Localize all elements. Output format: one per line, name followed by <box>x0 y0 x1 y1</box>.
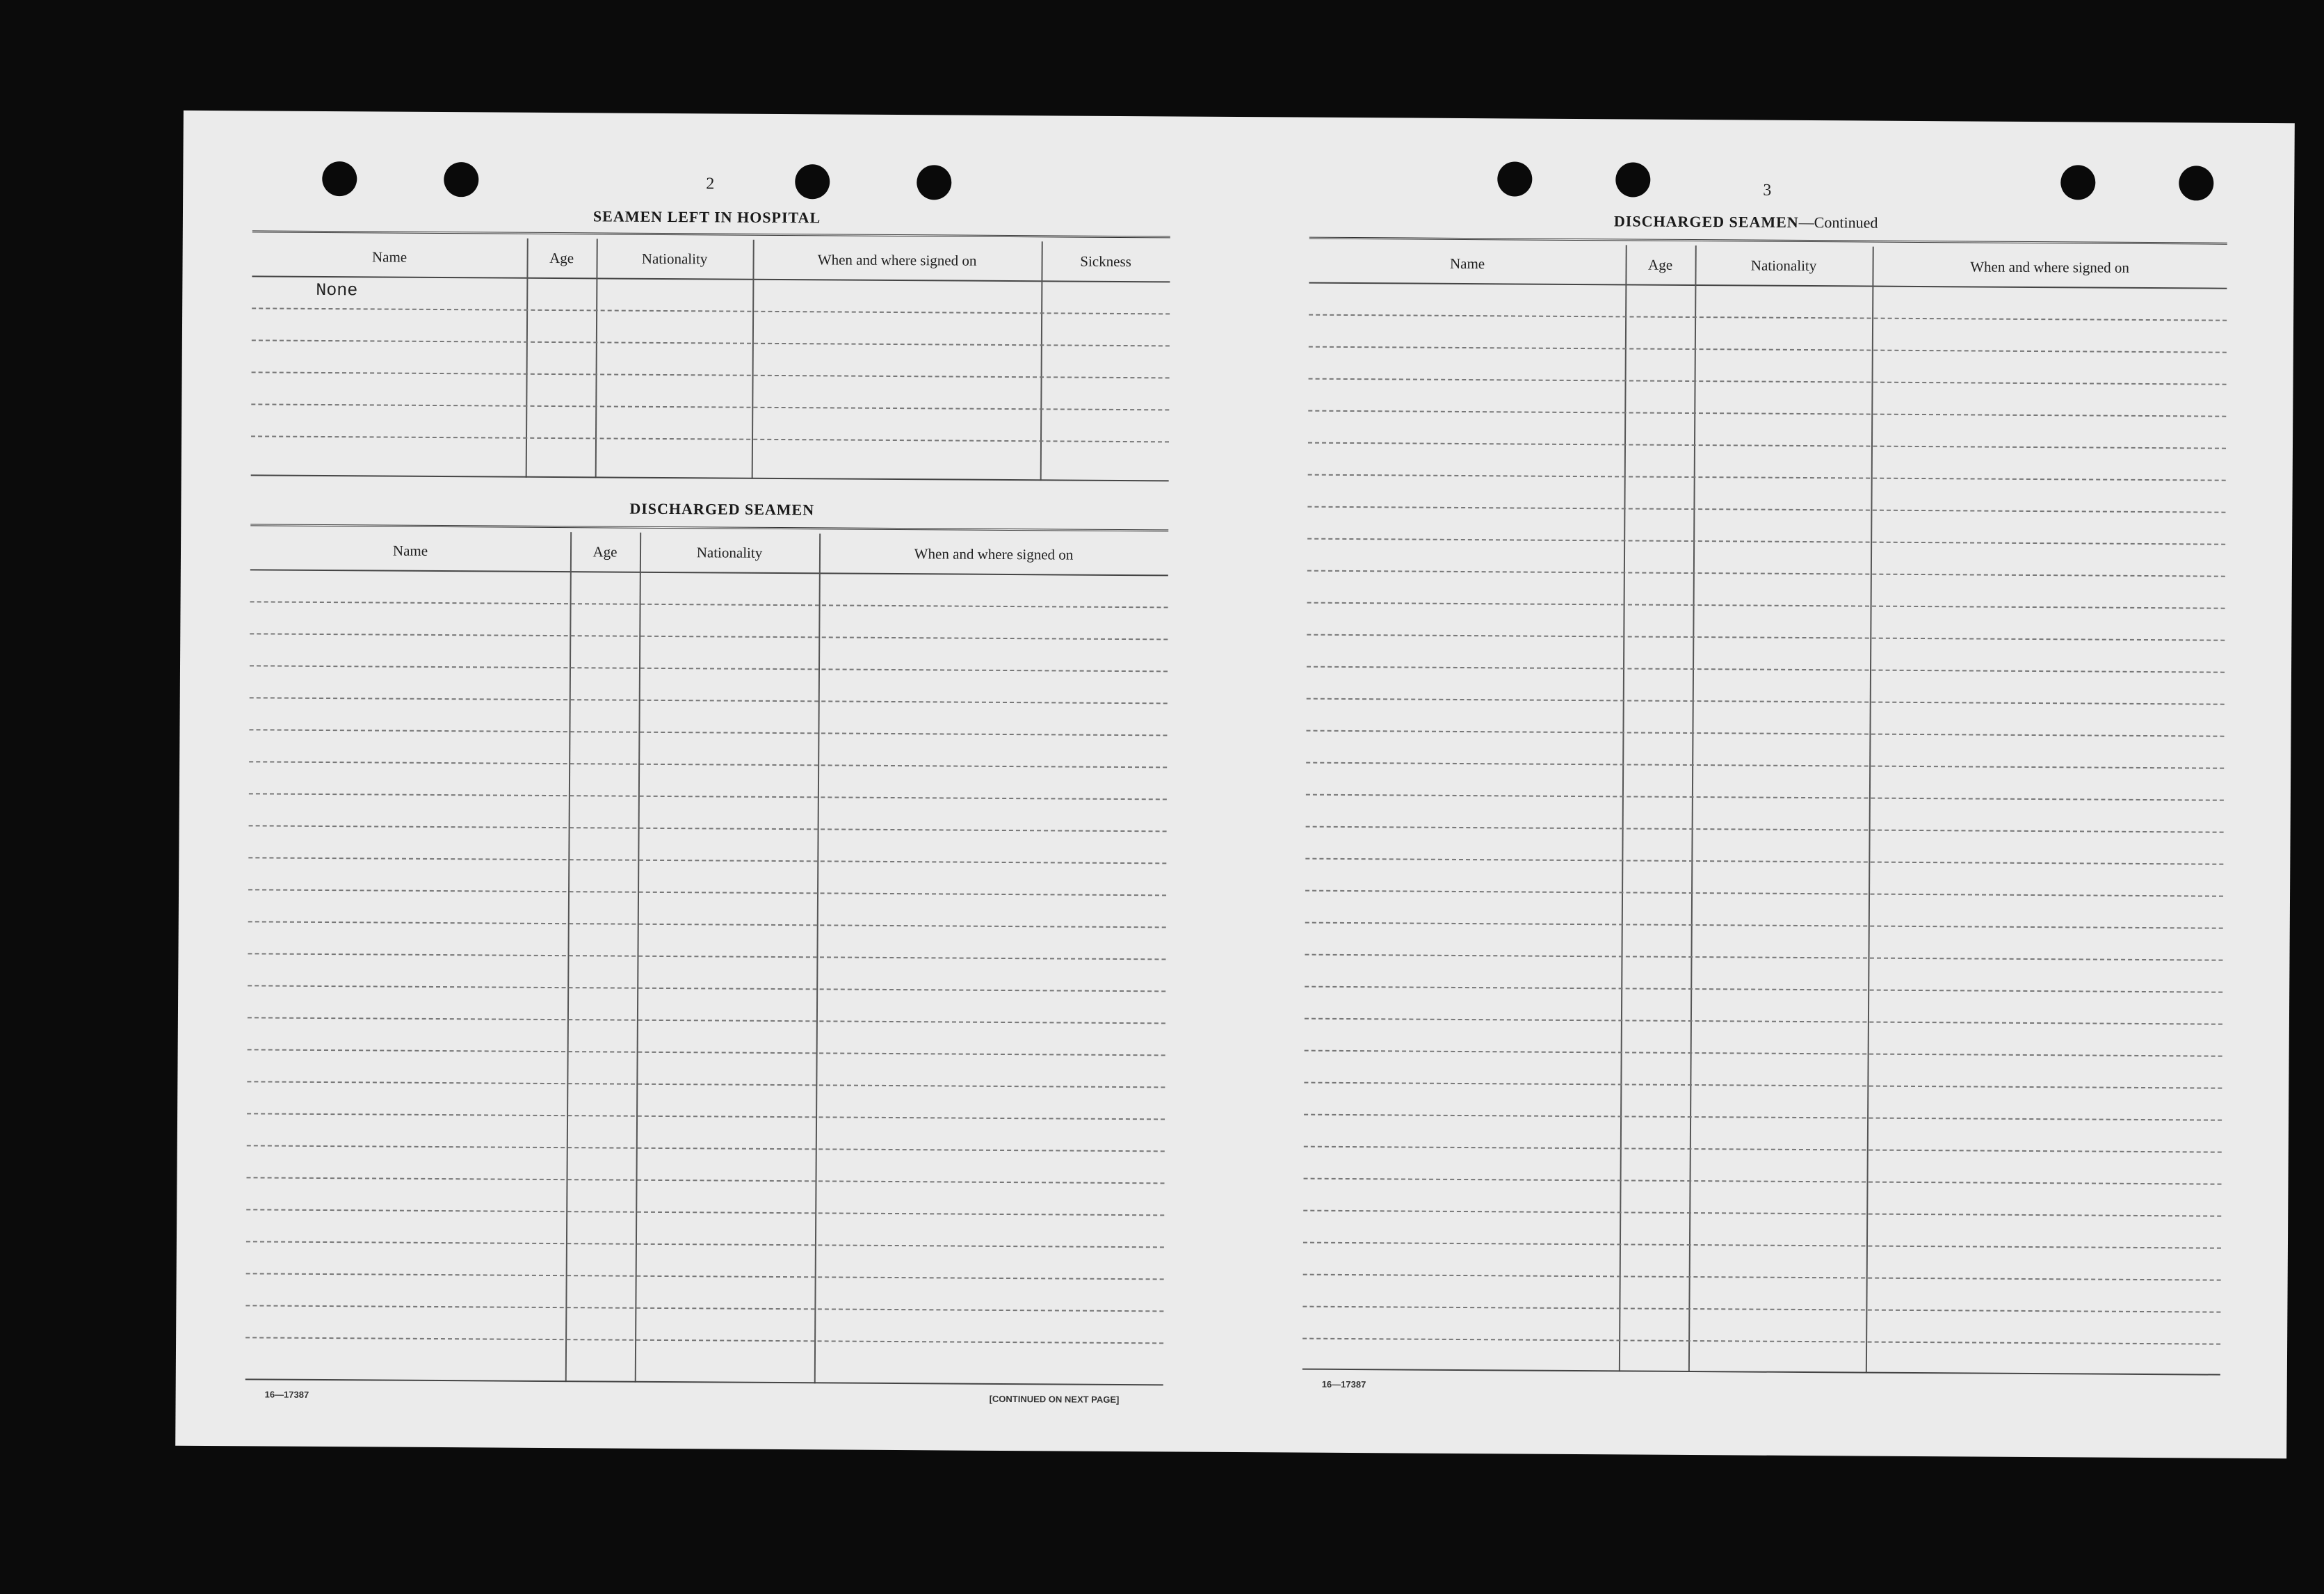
discharged-section-title: DISCHARGED SEAMEN <box>629 499 815 519</box>
page-number: 3 <box>1763 181 1772 200</box>
right-page <box>1232 117 2295 1458</box>
col-header-signed-on: When and where signed on <box>914 545 1074 563</box>
page-number: 2 <box>706 175 715 193</box>
form-number: 16—17387 <box>1321 1378 1366 1390</box>
col-header-name: Name <box>371 248 407 266</box>
discharged-continued-header <box>1309 243 2227 289</box>
discharged-continued-table <box>1302 237 2227 1376</box>
col-header-nationality: Nationality <box>1750 257 1817 275</box>
right-section-title-main: DISCHARGED SEAMEN <box>1613 212 1799 231</box>
right-section-title <box>1614 212 1878 232</box>
col-header-age: Age <box>1648 256 1673 273</box>
col-header-sickness: Sickness <box>1080 252 1131 271</box>
discharged-table-header <box>250 530 1168 576</box>
hospital-table-header <box>252 236 1170 282</box>
punch-hole <box>1615 162 1650 197</box>
col-header-nationality: Nationality <box>696 544 763 561</box>
col-header-signed-on: When and where signed on <box>817 251 977 269</box>
punch-hole <box>2179 166 2213 200</box>
hospital-section-title: SEAMEN LEFT IN HOSPITAL <box>592 207 821 227</box>
col-header-age: Age <box>592 543 618 561</box>
col-header-name: Name <box>1449 255 1485 273</box>
punch-hole <box>2060 165 2095 200</box>
punch-hole <box>795 164 830 199</box>
col-header-signed-on: When and where signed on <box>1970 258 2129 276</box>
punch-hole <box>322 161 357 196</box>
right-section-title-suffix: —Continued <box>1798 213 1878 232</box>
form-number: 16—17387 <box>264 1389 309 1400</box>
document-sheet <box>175 111 2295 1459</box>
hospital-entry-none: None <box>316 280 358 301</box>
col-header-age: Age <box>549 249 574 267</box>
col-header-nationality: Nationality <box>641 250 708 268</box>
discharged-table <box>245 524 1168 1385</box>
continued-note: [CONTINUED ON NEXT PAGE] <box>989 1393 1120 1405</box>
hospital-table <box>251 230 1170 481</box>
col-header-name: Name <box>392 542 428 559</box>
left-page <box>175 111 1227 1452</box>
punch-hole <box>1497 161 1532 196</box>
punch-hole <box>444 162 478 197</box>
punch-hole <box>917 165 951 200</box>
